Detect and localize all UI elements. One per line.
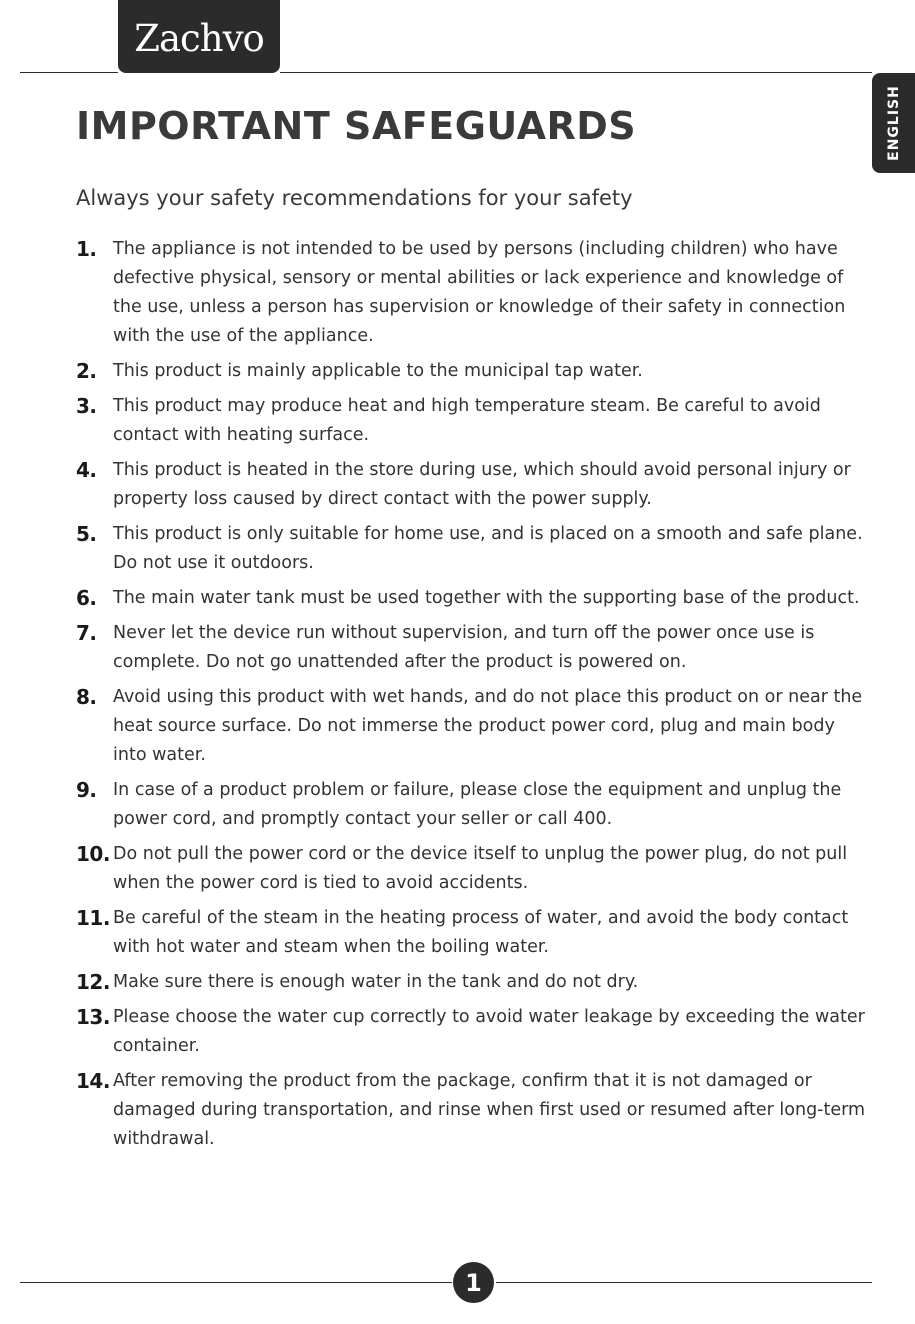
item-text: This product may produce heat and high temperature steam. Be careful to avoid contact with heating surface.: [113, 396, 821, 445]
item-text: Never let the device run without supervision, and turn off the power once use is complete. Do not go unattended after the product is powered on.: [113, 623, 815, 672]
safeguard-item: [76, 584, 866, 613]
item-number: 6.: [76, 586, 97, 610]
item-number: 1.: [76, 237, 97, 261]
safeguard-item: [76, 619, 866, 677]
safeguard-item: [76, 968, 866, 997]
footer-rule-left: [20, 1282, 452, 1283]
safeguard-item: [76, 357, 866, 386]
item-number: 13.: [76, 1005, 110, 1029]
item-text: The appliance is not intended to be used by persons (including children) who have defective physical, sensory or mental abilities or lack experience and knowledge of the use, unless a person has supervision or knowledge of their safety in connection with the use of the appliance.: [113, 239, 846, 346]
item-number: 12.: [76, 970, 110, 994]
brand-logo-text: Zachvo: [134, 17, 264, 60]
safeguard-item: [76, 392, 866, 450]
item-number: 2.: [76, 359, 97, 383]
page-title: IMPORTANT SAFEGUARDS: [76, 104, 637, 148]
safeguards-list: [76, 235, 866, 1160]
item-text: In case of a product problem or failure, please close the equipment and unplug the power cord, and promptly contact your seller or call 400.: [113, 780, 842, 829]
item-number: 5.: [76, 522, 97, 546]
item-number: 9.: [76, 778, 97, 802]
item-number: 10.: [76, 842, 110, 866]
item-text: After removing the product from the package, confirm that it is not damaged or damaged during transportation, and rinse when first used or resumed after long-term withdrawal.: [113, 1071, 866, 1149]
safeguard-item: [76, 1003, 866, 1061]
item-number: 11.: [76, 906, 110, 930]
safeguard-item: [76, 840, 866, 898]
safeguard-item: [76, 776, 866, 834]
item-text: Make sure there is enough water in the tank and do not dry.: [113, 972, 639, 992]
item-text: This product is only suitable for home use, and is placed on a smooth and safe plane. Do not use it outdoors.: [113, 524, 863, 573]
safeguard-item: [76, 235, 866, 351]
item-text: This product is mainly applicable to the municipal tap water.: [113, 361, 643, 381]
item-number: 3.: [76, 394, 97, 418]
item-number: 14.: [76, 1069, 110, 1093]
item-text: Be careful of the steam in the heating process of water, and avoid the body contact with hot water and steam when the boiling water.: [113, 908, 849, 957]
header-rule-right: [280, 72, 872, 73]
item-text: The main water tank must be used together with the supporting base of the product.: [113, 588, 860, 608]
item-text: Avoid using this product with wet hands, and do not place this product on or near the heat source surface. Do not immerse the product power cord, plug and main body into water.: [113, 687, 863, 765]
page-number-badge: 1: [453, 1262, 494, 1303]
safeguard-item: [76, 520, 866, 578]
safeguard-item: [76, 1067, 866, 1154]
footer-rule-right: [496, 1282, 872, 1283]
header-rule-left: [20, 72, 118, 73]
item-text: This product is heated in the store during use, which should avoid personal injury or property loss caused by direct contact with the power supply.: [113, 460, 851, 509]
brand-logo: [118, 0, 280, 73]
safeguard-item: [76, 683, 866, 770]
item-text: Do not pull the power cord or the device itself to unplug the power plug, do not pull when the power cord is tied to avoid accidents.: [113, 844, 848, 893]
page-subtitle: Always your safety recommendations for your safety: [76, 186, 633, 210]
language-tab: [872, 73, 915, 173]
language-tab-label: ENGLISH: [885, 85, 902, 161]
safeguard-item: [76, 904, 866, 962]
item-number: 4.: [76, 458, 97, 482]
item-text: Please choose the water cup correctly to avoid water leakage by exceeding the water container.: [113, 1007, 865, 1056]
item-number: 8.: [76, 685, 97, 709]
item-number: 7.: [76, 621, 97, 645]
safeguard-item: [76, 456, 866, 514]
